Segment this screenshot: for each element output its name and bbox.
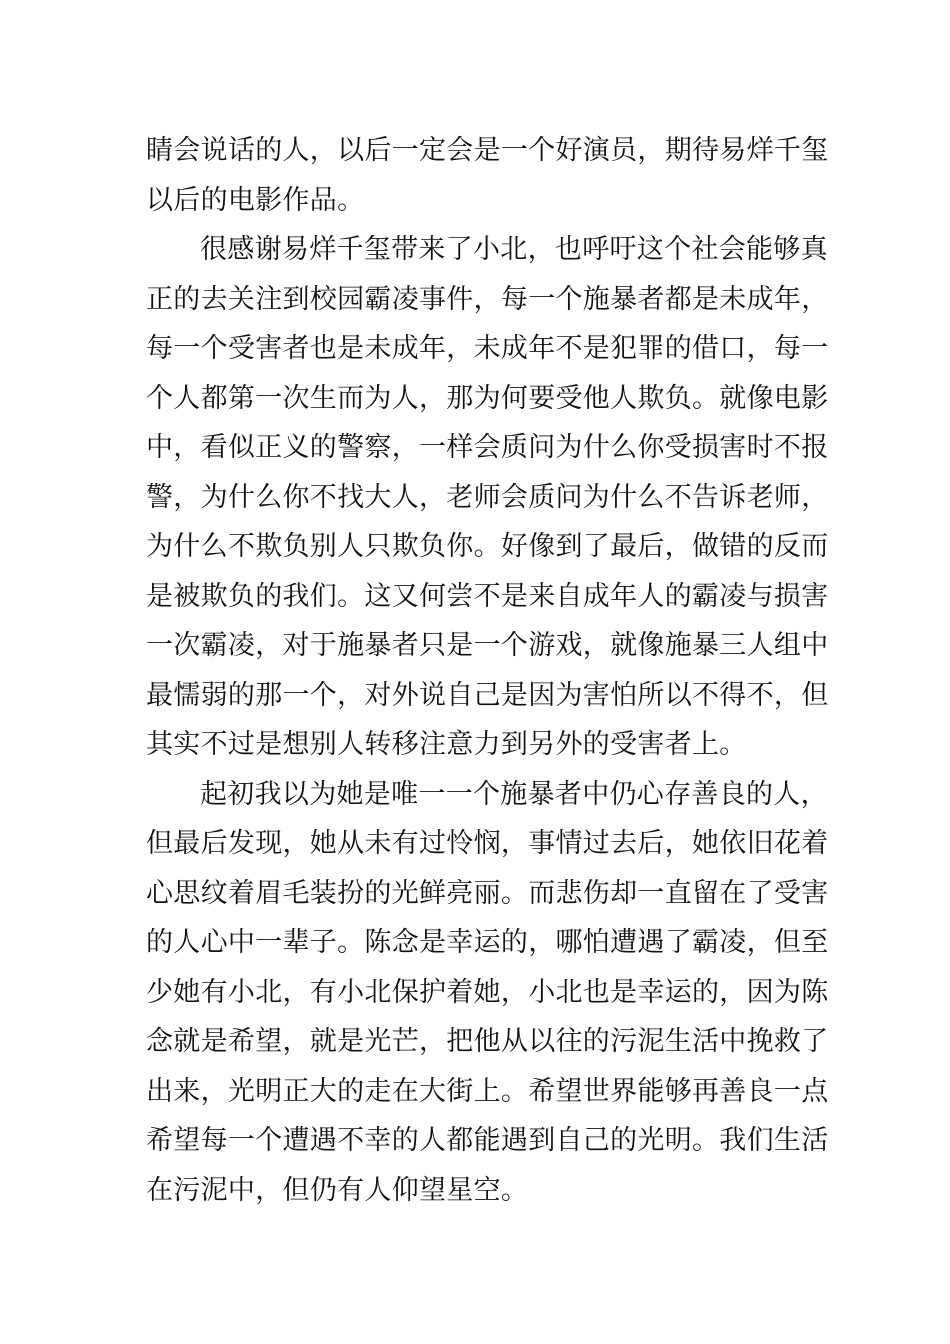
text-line: 以后的电影作品。 xyxy=(146,184,365,216)
text-line: 念就是希望，就是光芒，把他从以往的污泥生活中挽救了 xyxy=(146,1026,829,1057)
text-line: 希望每一个遭遇不幸的人都能遇到自己的光明。我们生活 xyxy=(146,1125,829,1156)
text-line: 少她有小北，有小北保护着她，小北也是幸运的，因为陈 xyxy=(146,976,829,1008)
text-line: 每一个受害者也是未成年，未成年不是犯罪的借口，每一 xyxy=(146,333,829,364)
text-line: 正的去关注到校园霸凌事件，每一个施暴者都是未成年， xyxy=(146,283,829,315)
text-line: 中，看似正义的警察，一样会质问为什么你受损害时不报 xyxy=(146,432,829,463)
text-line: 是被欺负的我们。这又何尝不是来自成年人的霸凌与损害 xyxy=(146,580,829,612)
document-body xyxy=(146,126,829,1215)
text-line: 个人都第一次生而为人，那为何要受他人欺负。就像电影 xyxy=(146,382,829,414)
text-line: 出来，光明正大的走在大街上。希望世界能够再善良一点 xyxy=(146,1075,829,1107)
text-line: 一次霸凌，对于施暴者只是一个游戏，就像施暴三人组中 xyxy=(146,630,829,661)
paragraph-hope xyxy=(146,770,829,1216)
text-line: 在污泥中，但仍有人仰望星空。 xyxy=(146,1174,529,1206)
text-line: 警，为什么你不找大人，老师会质问为什么不告诉老师， xyxy=(146,481,829,513)
text-line: 最懦弱的那一个，对外说自己是因为害怕所以不得不，但 xyxy=(146,679,829,711)
text-line: 心思纹着眉毛装扮的光鲜亮丽。而悲伤却一直留在了受害 xyxy=(146,877,829,909)
text-line: 其实不过是想别人转移注意力到另外的受害者上。 xyxy=(146,729,747,760)
text-line: 但最后发现，她从未有过怜悯，事情过去后，她依旧花着 xyxy=(146,828,829,859)
text-line: 睛会说话的人，以后一定会是一个好演员，期待易烊千玺 xyxy=(146,135,829,166)
text-line: 的人心中一辈子。陈念是幸运的，哪怕遭遇了霸凌，但至 xyxy=(146,927,829,958)
text-line: 起初我以为她是唯一一个施暴者中仍心存善良的人， xyxy=(200,778,828,810)
text-line: 为什么不欺负别人只欺负你。好像到了最后，做错的反而 xyxy=(146,531,829,562)
paragraph-bullying-reflection xyxy=(146,225,829,770)
text-line: 很感谢易烊千玺带来了小北，也呼吁这个社会能够真 xyxy=(200,234,828,265)
paragraph-continuation xyxy=(146,126,829,225)
